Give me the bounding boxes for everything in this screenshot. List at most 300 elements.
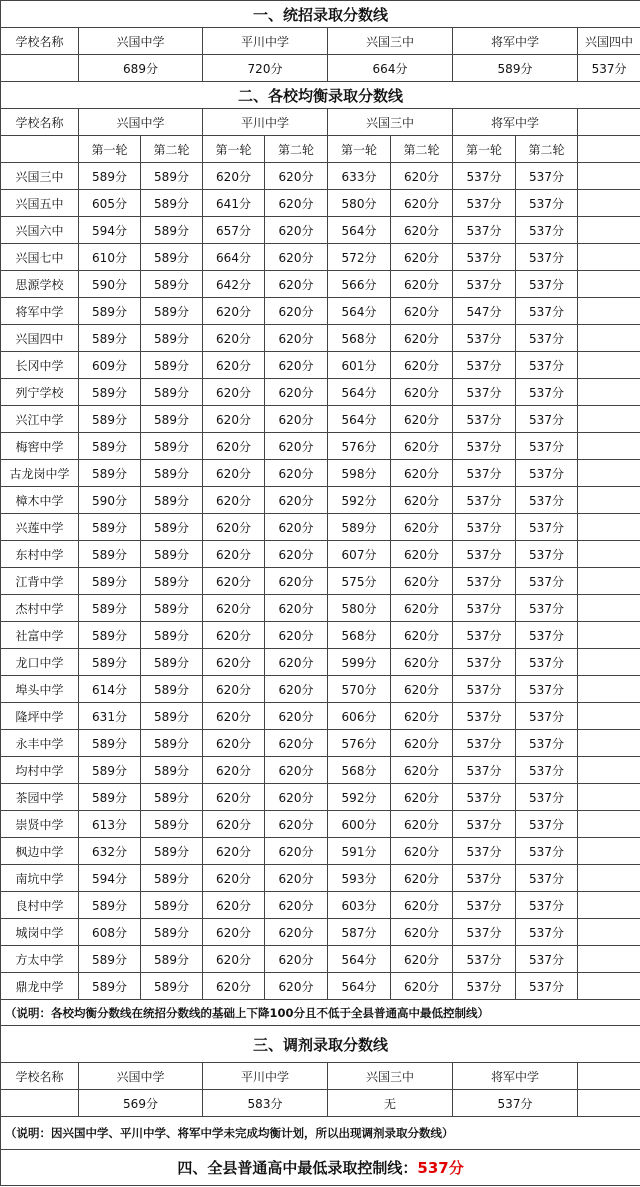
school-name-cell: 兴国四中	[1, 325, 79, 352]
score-cell: 537分	[453, 433, 516, 460]
score-cell: 537分	[516, 244, 578, 271]
score-cell: 620分	[391, 433, 453, 460]
table-row	[1, 973, 640, 1000]
table-row	[1, 649, 640, 676]
score-cell: 620分	[265, 622, 328, 649]
score-cell: 568分	[328, 325, 391, 352]
score-cell: 620分	[391, 406, 453, 433]
score-cell: 689分	[79, 55, 203, 82]
score-cell: 589分	[141, 649, 203, 676]
score-cell: 564分	[328, 946, 391, 973]
empty-cell	[578, 325, 640, 352]
score-cell: 620分	[203, 730, 265, 757]
section4-title	[1, 1150, 640, 1186]
score-cell: 583分	[203, 1090, 328, 1117]
score-cell: 603分	[328, 892, 391, 919]
score-cell: 620分	[391, 271, 453, 298]
score-cell: 589分	[141, 730, 203, 757]
score-cell: 572分	[328, 244, 391, 271]
table-row	[1, 325, 640, 352]
score-cell: 537分	[453, 865, 516, 892]
header-school: 兴国中学	[79, 109, 203, 136]
score-cell: 537分	[516, 352, 578, 379]
table-row	[1, 379, 640, 406]
score-cell: 537分	[516, 460, 578, 487]
score-cell: 580分	[328, 595, 391, 622]
table-row	[1, 433, 640, 460]
score-cell: 620分	[391, 946, 453, 973]
header-school-name: 学校名称	[1, 1063, 79, 1090]
score-cell: 589分	[141, 973, 203, 1000]
header-school: 平川中学	[203, 109, 328, 136]
school-name-cell: 樟木中学	[1, 487, 79, 514]
header-school: 兴国三中	[328, 109, 453, 136]
score-cell: 537分	[453, 1090, 578, 1117]
score-cell: 589分	[141, 811, 203, 838]
score-cell: 537分	[453, 919, 516, 946]
score-cell: 589分	[79, 784, 141, 811]
score-cell: 620分	[203, 703, 265, 730]
score-cell: 620分	[203, 838, 265, 865]
score-cell: 620分	[203, 406, 265, 433]
empty-cell	[578, 217, 640, 244]
table-row	[1, 676, 640, 703]
empty-cell	[1, 136, 79, 163]
score-cell: 620分	[391, 487, 453, 514]
score-cell: 564分	[328, 973, 391, 1000]
school-name-cell: 思源学校	[1, 271, 79, 298]
score-cell: 620分	[203, 352, 265, 379]
score-cell: 620分	[265, 163, 328, 190]
score-cell: 620分	[391, 622, 453, 649]
table-row	[1, 190, 640, 217]
score-cell: 620分	[391, 892, 453, 919]
score-cell: 537分	[516, 811, 578, 838]
score-cell: 537分	[453, 487, 516, 514]
score-cell: 589分	[79, 433, 141, 460]
empty-cell	[578, 730, 640, 757]
table-row	[1, 352, 640, 379]
round-header: 第二轮	[265, 136, 328, 163]
score-cell: 537分	[453, 676, 516, 703]
score-cell: 620分	[203, 865, 265, 892]
score-cell: 620分	[265, 190, 328, 217]
empty-cell	[578, 1063, 640, 1090]
score-cell: 589分	[141, 190, 203, 217]
score-cell: 537分	[453, 892, 516, 919]
score-cell: 620分	[391, 217, 453, 244]
school-name-cell: 隆坪中学	[1, 703, 79, 730]
score-cell: 631分	[79, 703, 141, 730]
score-cell: 537分	[516, 865, 578, 892]
table-row	[1, 541, 640, 568]
score-cell: 568分	[328, 622, 391, 649]
empty-cell	[578, 595, 640, 622]
table-row	[1, 244, 640, 271]
score-cell: 589分	[141, 784, 203, 811]
score-cell: 620分	[391, 703, 453, 730]
score-cell: 589分	[141, 460, 203, 487]
score-cell: 642分	[203, 271, 265, 298]
header-school: 平川中学	[203, 28, 328, 55]
score-cell: 580分	[328, 190, 391, 217]
score-cell: 620分	[391, 730, 453, 757]
section2-title: 二、各校均衡录取分数线	[1, 82, 640, 109]
empty-cell	[578, 865, 640, 892]
score-cell: 537分	[453, 190, 516, 217]
score-cell: 620分	[391, 865, 453, 892]
score-cell: 591分	[328, 838, 391, 865]
score-cell: 589分	[141, 568, 203, 595]
section3-header-row	[1, 1063, 640, 1090]
empty-cell	[578, 919, 640, 946]
score-cell: 547分	[453, 298, 516, 325]
score-cell: 620分	[203, 379, 265, 406]
round-header: 第二轮	[516, 136, 578, 163]
score-cell: 537分	[453, 163, 516, 190]
score-cell: 664分	[203, 244, 265, 271]
score-cell: 620分	[265, 784, 328, 811]
score-cell: 589分	[141, 514, 203, 541]
score-cell: 537分	[453, 217, 516, 244]
header-school: 兴国四中	[578, 28, 640, 55]
score-cell: 607分	[328, 541, 391, 568]
score-cell: 537分	[516, 325, 578, 352]
score-cell: 537分	[453, 838, 516, 865]
score-cell: 620分	[203, 811, 265, 838]
score-cell: 589分	[141, 487, 203, 514]
score-cell: 620分	[391, 541, 453, 568]
section3-title: 三、调剂录取分数线	[1, 1026, 640, 1063]
score-cell: 无	[328, 1090, 453, 1117]
score-cell: 537分	[516, 622, 578, 649]
score-cell: 537分	[516, 946, 578, 973]
score-cell: 620分	[265, 811, 328, 838]
table-row	[1, 217, 640, 244]
score-cell: 589分	[141, 622, 203, 649]
score-cell: 620分	[265, 649, 328, 676]
score-cell: 590分	[79, 487, 141, 514]
score-cell: 589分	[141, 217, 203, 244]
score-cell: 600分	[328, 811, 391, 838]
school-name-cell: 鼎龙中学	[1, 973, 79, 1000]
score-cell: 570分	[328, 676, 391, 703]
table-row	[1, 730, 640, 757]
score-cell: 620分	[203, 595, 265, 622]
section3-score-row	[1, 1090, 640, 1117]
score-cell: 589分	[453, 55, 578, 82]
score-cell: 592分	[328, 784, 391, 811]
score-cell: 537分	[453, 541, 516, 568]
score-cell: 589分	[141, 433, 203, 460]
score-cell: 620分	[203, 649, 265, 676]
section1-title: 一、统招录取分数线	[1, 1, 640, 28]
score-cell: 620分	[391, 649, 453, 676]
score-cell: 620分	[391, 811, 453, 838]
table-row	[1, 406, 640, 433]
score-cell: 620分	[203, 892, 265, 919]
score-cell: 537分	[453, 730, 516, 757]
score-cell: 664分	[328, 55, 453, 82]
score-cell: 589分	[141, 163, 203, 190]
school-name-cell: 将军中学	[1, 298, 79, 325]
score-cell: 589分	[141, 541, 203, 568]
table-row	[1, 622, 640, 649]
score-cell: 620分	[265, 487, 328, 514]
header-school: 将军中学	[453, 28, 578, 55]
empty-cell	[578, 703, 640, 730]
score-cell: 589分	[79, 730, 141, 757]
score-cell: 537分	[453, 379, 516, 406]
score-cell: 537分	[453, 352, 516, 379]
score-cell: 589分	[79, 622, 141, 649]
empty-cell	[578, 406, 640, 433]
score-cell: 575分	[328, 568, 391, 595]
table-row	[1, 271, 640, 298]
empty-cell	[578, 568, 640, 595]
score-cell: 537分	[453, 757, 516, 784]
score-cell: 620分	[203, 946, 265, 973]
header-school: 将军中学	[453, 1063, 578, 1090]
score-cell: 620分	[391, 568, 453, 595]
section3-note: （说明：因兴国中学、平川中学、将军中学未完成均衡计划，所以出现调剂录取分数线）	[1, 1117, 640, 1150]
score-cell: 620分	[265, 271, 328, 298]
score-cell: 537分	[516, 217, 578, 244]
score-cell: 589分	[79, 973, 141, 1000]
score-cell: 589分	[79, 514, 141, 541]
score-cell: 620分	[265, 325, 328, 352]
score-cell: 620分	[203, 514, 265, 541]
school-name-cell: 崇贤中学	[1, 811, 79, 838]
score-cell: 620分	[391, 595, 453, 622]
score-cell: 589分	[141, 298, 203, 325]
score-cell: 601分	[328, 352, 391, 379]
score-cell: 537分	[516, 514, 578, 541]
score-cell: 537分	[516, 892, 578, 919]
score-cell: 620分	[265, 757, 328, 784]
score-cell: 594分	[79, 865, 141, 892]
score-cell: 620分	[203, 676, 265, 703]
score-cell: 620分	[203, 622, 265, 649]
score-cell: 620分	[265, 541, 328, 568]
score-cell: 589分	[79, 406, 141, 433]
score-cell: 537分	[453, 595, 516, 622]
section2-header-row	[1, 109, 640, 136]
score-cell: 537分	[516, 379, 578, 406]
score-cell: 537分	[516, 406, 578, 433]
score-cell: 537分	[453, 271, 516, 298]
header-school-name: 学校名称	[1, 109, 79, 136]
score-cell: 587分	[328, 919, 391, 946]
score-cell: 590分	[79, 271, 141, 298]
score-cell: 537分	[516, 649, 578, 676]
score-cell: 589分	[141, 919, 203, 946]
score-cell: 589分	[141, 406, 203, 433]
score-cell: 589分	[141, 352, 203, 379]
empty-cell	[578, 757, 640, 784]
score-cell: 641分	[203, 190, 265, 217]
score-cell: 564分	[328, 406, 391, 433]
school-name-cell: 社富中学	[1, 622, 79, 649]
school-name-cell: 兴国七中	[1, 244, 79, 271]
empty-cell	[578, 946, 640, 973]
score-cell: 537分	[516, 568, 578, 595]
score-cell: 620分	[265, 865, 328, 892]
score-cell: 537分	[516, 433, 578, 460]
score-cell: 537分	[516, 487, 578, 514]
empty-cell	[578, 379, 640, 406]
score-cell: 620分	[203, 541, 265, 568]
school-name-cell: 东村中学	[1, 541, 79, 568]
score-cell: 605分	[79, 190, 141, 217]
score-cell: 589分	[79, 379, 141, 406]
empty-cell	[578, 487, 640, 514]
score-cell: 620分	[391, 352, 453, 379]
school-name-cell: 城岗中学	[1, 919, 79, 946]
score-cell: 620分	[391, 460, 453, 487]
score-cell: 537分	[453, 973, 516, 1000]
round-header: 第一轮	[453, 136, 516, 163]
section4-score: 537分	[417, 1159, 464, 1177]
table-row	[1, 865, 640, 892]
school-name-cell: 埠头中学	[1, 676, 79, 703]
school-name-cell: 列宁学校	[1, 379, 79, 406]
school-name-cell: 兴国三中	[1, 163, 79, 190]
empty-cell	[578, 649, 640, 676]
table-row	[1, 460, 640, 487]
header-school: 兴国三中	[328, 28, 453, 55]
score-cell: 620分	[203, 487, 265, 514]
score-cell: 537分	[516, 163, 578, 190]
score-cell: 620分	[265, 433, 328, 460]
score-cell: 537分	[453, 460, 516, 487]
empty-cell	[578, 973, 640, 1000]
section2-note: （说明：各校均衡分数线在统招分数线的基础上下降100分且不低于全县普通高中最低控制线）	[1, 1000, 640, 1026]
table-row	[1, 568, 640, 595]
score-cell: 620分	[203, 433, 265, 460]
table-row	[1, 163, 640, 190]
school-name-cell: 良村中学	[1, 892, 79, 919]
score-cell: 620分	[265, 514, 328, 541]
table-row	[1, 487, 640, 514]
score-cell: 609分	[79, 352, 141, 379]
score-cell: 620分	[203, 973, 265, 1000]
empty-cell	[578, 541, 640, 568]
score-cell: 537分	[516, 784, 578, 811]
section2-rounds-row	[1, 136, 640, 163]
score-cell: 537分	[453, 946, 516, 973]
score-cell: 537分	[516, 973, 578, 1000]
table-row	[1, 946, 640, 973]
empty-cell	[578, 190, 640, 217]
score-cell: 589分	[141, 244, 203, 271]
score-cell: 620分	[391, 298, 453, 325]
score-cell: 589分	[141, 379, 203, 406]
empty-cell	[578, 676, 640, 703]
school-name-cell: 江背中学	[1, 568, 79, 595]
score-cell: 589分	[79, 325, 141, 352]
score-cell: 569分	[79, 1090, 203, 1117]
score-cell: 620分	[391, 244, 453, 271]
school-name-cell: 兴国五中	[1, 190, 79, 217]
score-cell: 620分	[265, 973, 328, 1000]
score-cell: 614分	[79, 676, 141, 703]
score-cell: 537分	[453, 811, 516, 838]
empty-cell	[578, 622, 640, 649]
score-cell: 620分	[203, 919, 265, 946]
empty-cell	[578, 244, 640, 271]
table-row	[1, 838, 640, 865]
score-cell: 589分	[141, 946, 203, 973]
school-name-cell: 永丰中学	[1, 730, 79, 757]
round-header: 第一轮	[79, 136, 141, 163]
score-cell: 620分	[391, 973, 453, 1000]
score-cell: 620分	[203, 460, 265, 487]
score-cell: 620分	[265, 919, 328, 946]
school-name-cell: 兴国六中	[1, 217, 79, 244]
score-cell: 589分	[141, 325, 203, 352]
score-cell: 620分	[391, 838, 453, 865]
school-name-cell: 龙口中学	[1, 649, 79, 676]
header-school: 将军中学	[453, 109, 578, 136]
school-name-cell: 枫边中学	[1, 838, 79, 865]
round-header: 第一轮	[328, 136, 391, 163]
score-cell: 537分	[578, 55, 640, 82]
score-cell: 537分	[516, 703, 578, 730]
score-cell: 594分	[79, 217, 141, 244]
school-name-cell: 南坑中学	[1, 865, 79, 892]
score-cell: 657分	[203, 217, 265, 244]
score-cell: 620分	[265, 595, 328, 622]
empty-cell	[578, 460, 640, 487]
empty-cell	[1, 1090, 79, 1117]
score-cell: 589分	[141, 703, 203, 730]
score-cell: 537分	[453, 514, 516, 541]
score-cell: 589分	[79, 298, 141, 325]
score-cell: 537分	[516, 595, 578, 622]
section1-header-row	[1, 28, 640, 55]
score-cell: 620分	[265, 892, 328, 919]
empty-cell	[578, 109, 640, 136]
school-name-cell: 兴江中学	[1, 406, 79, 433]
score-cell: 537分	[453, 622, 516, 649]
score-cell: 620分	[203, 757, 265, 784]
empty-cell	[578, 136, 640, 163]
score-cell: 589分	[79, 649, 141, 676]
table-row	[1, 811, 640, 838]
score-cell: 620分	[391, 379, 453, 406]
score-cell: 620分	[265, 298, 328, 325]
score-cell: 537分	[453, 406, 516, 433]
table-row	[1, 919, 640, 946]
score-cell: 589分	[328, 514, 391, 541]
score-cell: 632分	[79, 838, 141, 865]
score-cell: 613分	[79, 811, 141, 838]
section4-label: 四、全县普通高中最低录取控制线：	[177, 1159, 418, 1177]
score-cell: 620分	[391, 514, 453, 541]
score-cell: 589分	[79, 163, 141, 190]
empty-cell	[578, 892, 640, 919]
header-school: 兴国中学	[79, 28, 203, 55]
score-cell: 606分	[328, 703, 391, 730]
score-cell: 620分	[265, 703, 328, 730]
header-school: 兴国中学	[79, 1063, 203, 1090]
empty-cell	[578, 838, 640, 865]
score-cell: 589分	[79, 892, 141, 919]
table-row	[1, 757, 640, 784]
school-name-cell: 兴莲中学	[1, 514, 79, 541]
score-cell: 720分	[203, 55, 328, 82]
